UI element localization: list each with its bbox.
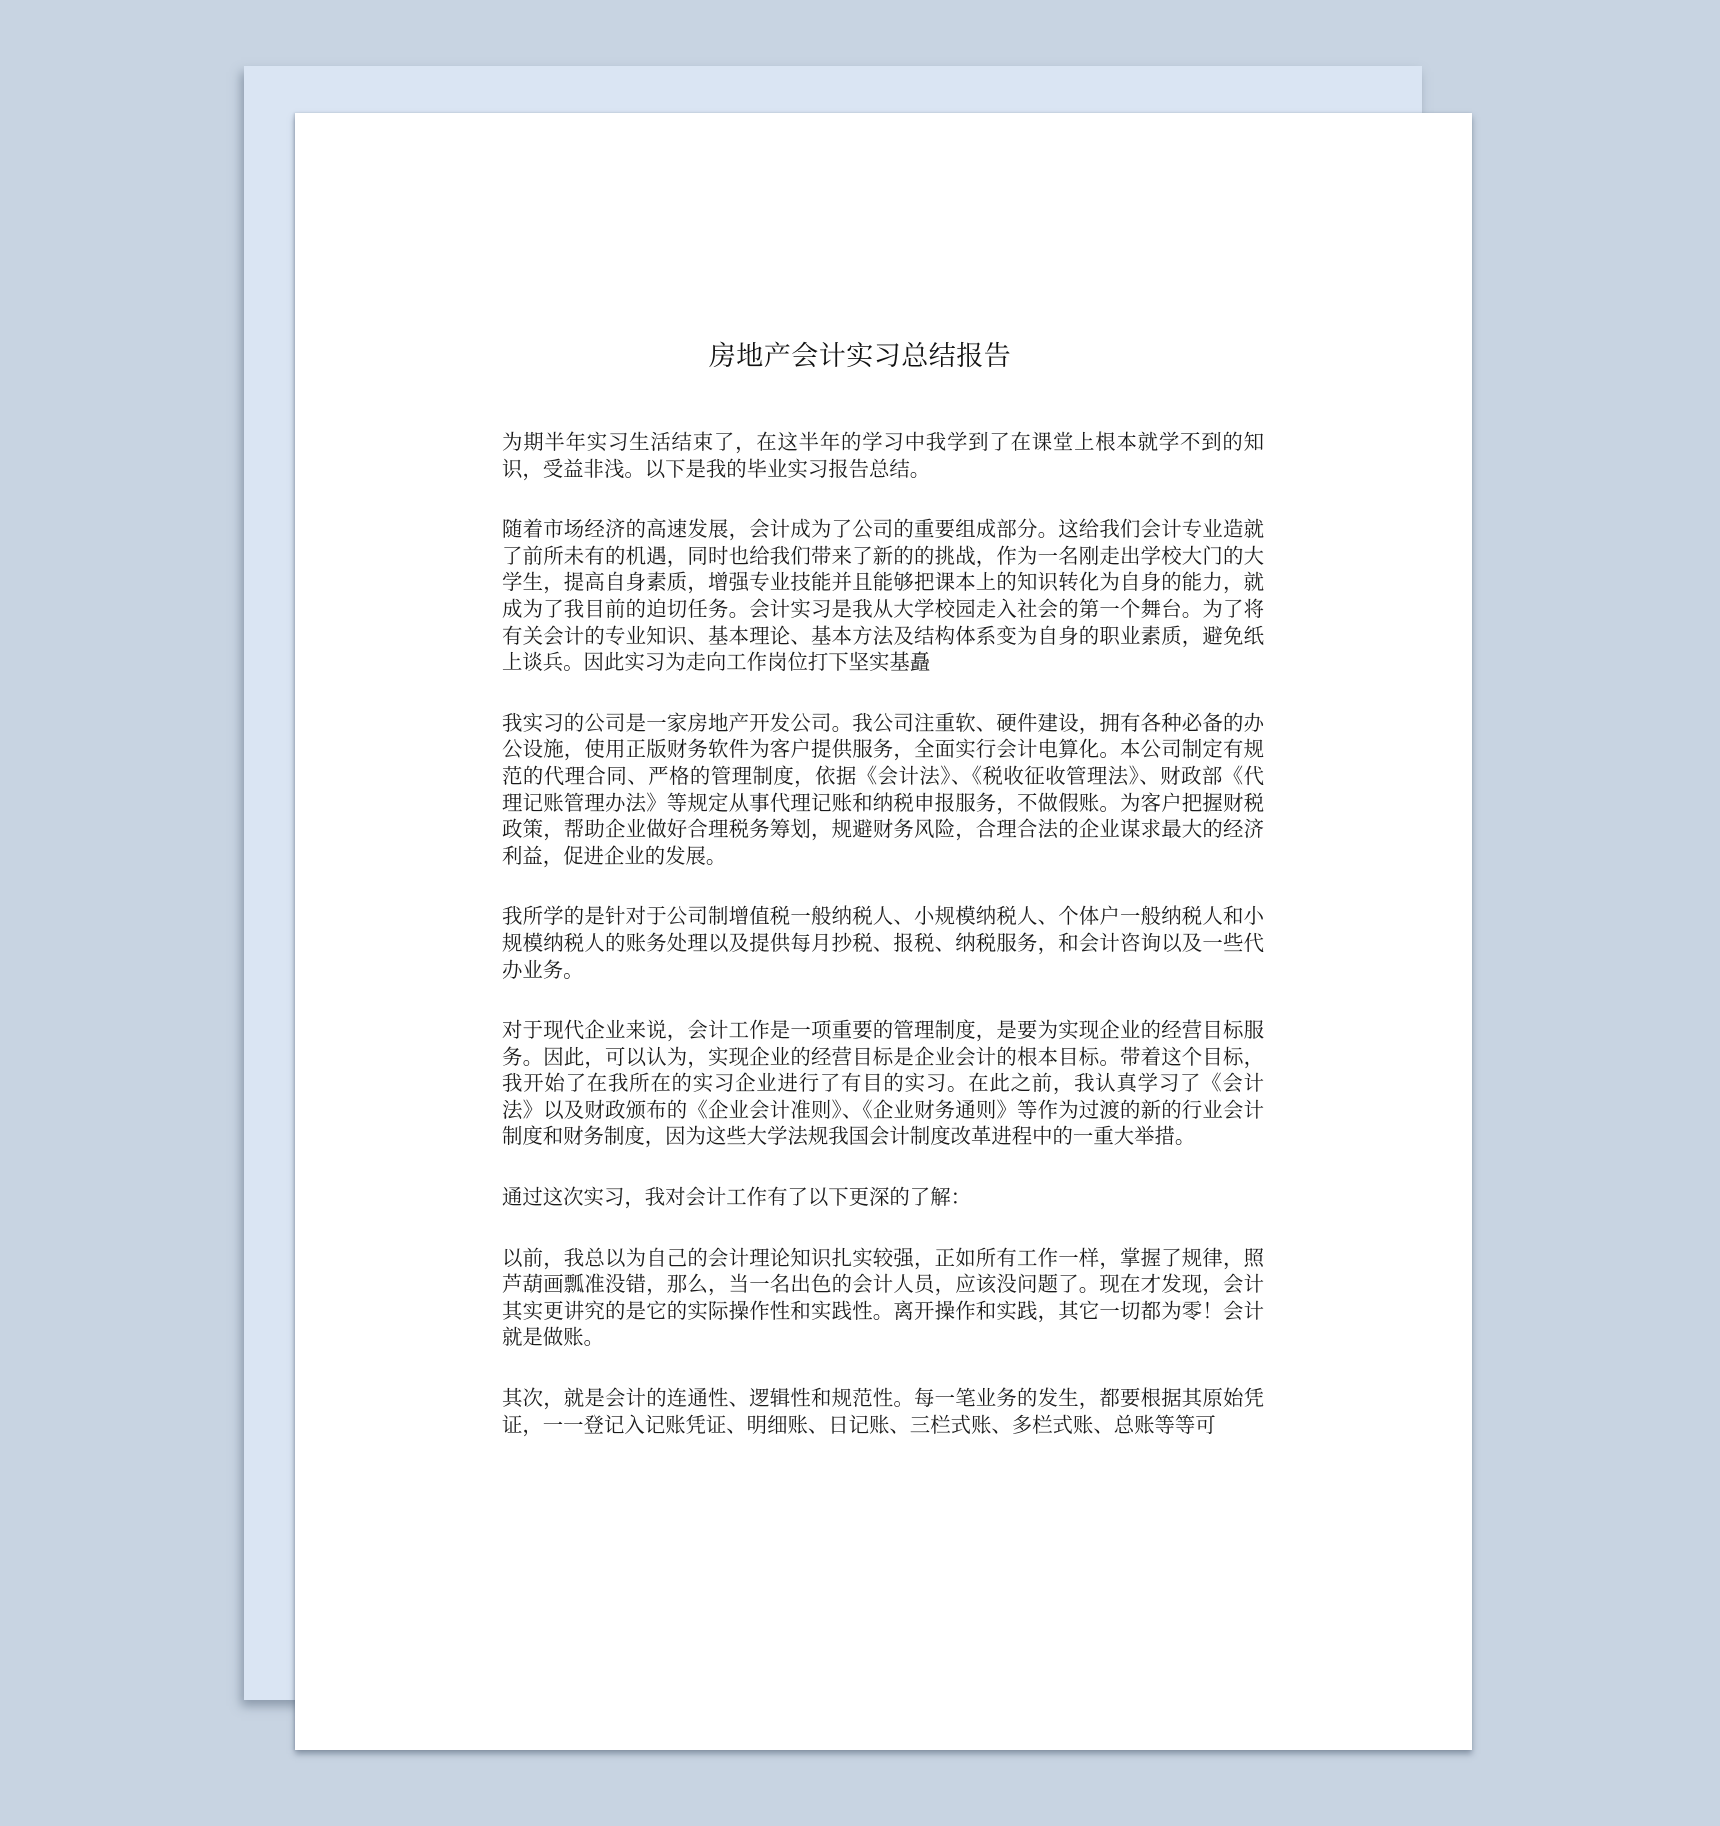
paragraph-continuity: 其次，就是会计的连通性、逻辑性和规范性。每一笔业务的发生，都要根据其原始凭证，一一登记入记账凭证、明细账、日记账、三栏式账、多栏式账、总账等等可 [502,1386,1264,1437]
paragraph-company: 我实习的公司是一家房地产开发公司。我公司注重软、硬件建设，拥有各种必备的办公设施，使用正版财务软件为客户提供服务，全面实行会计电算化。本公司制定有规范的代理合同、严格的管理制度，依据《会计法》、《税收征收管理法》、财政部《代理记账管理办法》等规定从事代理记账和纳税申报服务，不做假账。为客户把握财税政策，帮助企业做好合理税务筹划，规避财务风险，合理合法的企业谋求最大的经济利益，促进企业的发展。 [502,710,1264,868]
document-title: 房地产会计实习总结报告 [708,341,1012,372]
paragraph-background: 随着市场经济的高速发展，会计成为了公司的重要组成部分。这给我们会计专业造就了前所未有的机遇，同时也给我们带来了新的的挑战，作为一名刚走出学校大门的大学生，提高自身素质，增强专业技能并且能够把课本上的知识转化为自身的能力，就成为了我目前的迫切任务。会计实习是我从大学校园走入社会的第一个舞台。为了将有关会计的专业知识、基本理论、基本方法及结构体系变为自身的职业素质，避免纸上谈兵。因此实习为走向工作岗位打下坚实基矗 [502,517,1264,675]
paragraph-intro: 为期半年实习生活结束了，在这半年的学习中我学到了在课堂上根本就学不到的知识，受益非浅。以下是我的毕业实习报告总结。 [502,430,1264,481]
paragraph-understanding-intro: 通过这次实习，我对会计工作有了以下更深的了解： [502,1185,971,1210]
paragraph-learning-scope: 我所学的是针对于公司制增值税一般纳税人、小规模纳税人、个体户一般纳税人和小规模纳税人的账务处理以及提供每月抄税、报税、纳税服务，和会计咨询以及一些代办业务。 [502,904,1264,982]
document-body [502,429,1264,1472]
paragraph-practice: 以前，我总以为自己的会计理论知识扎实较强，正如所有工作一样，掌握了规律，照芦葫画瓢准没错，那么，当一名出色的会计人员，应该没问题了。现在才发现，会计其实更讲究的是它的实际操作性和实践性。离开操作和实践，其它一切都为零！会计就是做账。 [502,1245,1264,1350]
paragraph-accounting-goals: 对于现代企业来说，会计工作是一项重要的管理制度，是要为实现企业的经营目标服务。因此，可以认为，实现企业的经营目标是企业会计的根本目标。带着这个目标，我开始了在我所在的实习企业进行了有目的实习。在此之前，我认真学习了《会计法》以及财政颁布的《企业会计准则》、《企业财务通则》等作为过渡的新的行业会计制度和财务制度，因为这些大学法规我国会计制度改革进程中的一重大举措。 [502,1018,1264,1149]
